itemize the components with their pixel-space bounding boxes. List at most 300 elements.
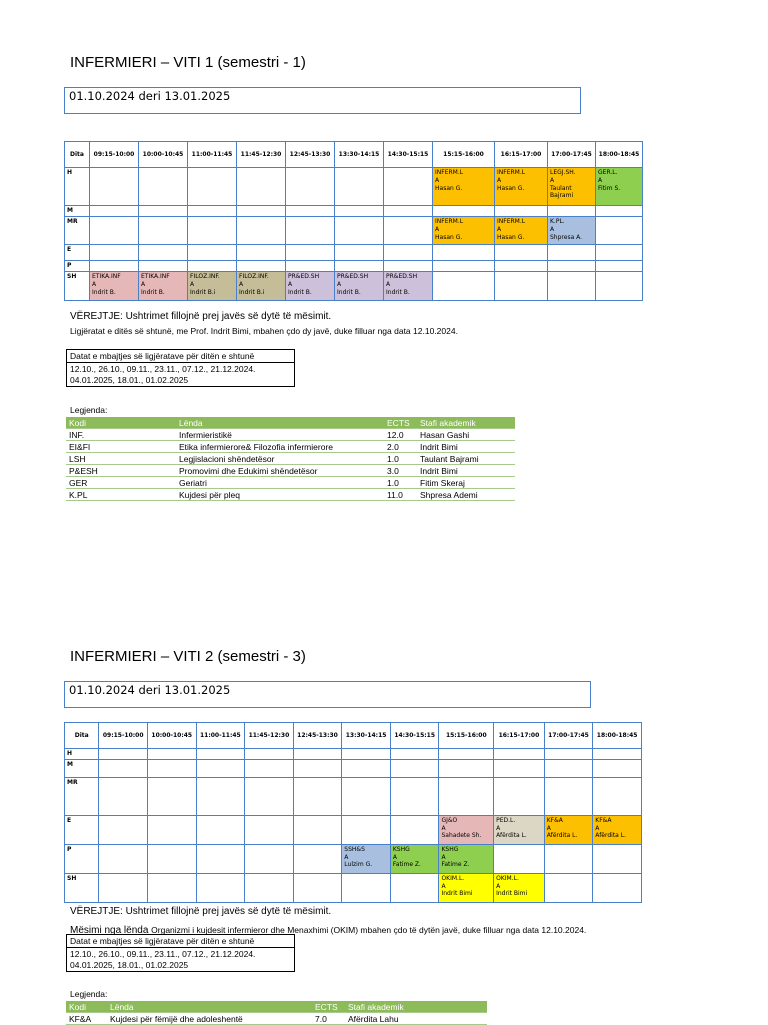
legend-staff: Indrit Bimi [417, 441, 515, 453]
saturday-dates-line: 12.10., 26.10., 09.11., 23.11., 07.12., 21.12.2024. [70, 364, 256, 374]
legend-subject: Promovimi dhe Edukimi shëndetësor [176, 465, 384, 477]
empty-cell [390, 749, 439, 760]
section1-title: INFERMIERI – VITI 1 (semestri - 1) [70, 54, 306, 71]
empty-cell [548, 272, 596, 301]
empty-cell [439, 777, 494, 815]
lecturer: Hasan G. [435, 233, 463, 241]
room: A [595, 824, 600, 832]
empty-cell [384, 245, 433, 261]
schedule-row [65, 206, 643, 217]
lecturer: Indrit Bimi [496, 890, 528, 898]
lecturer: Afërdita L. [546, 832, 578, 840]
lecturer: Fitim S. [598, 184, 621, 192]
header-time-slot: 16:15-17:00 [495, 142, 548, 168]
legend-staff: Fitim Skeraj [417, 477, 515, 489]
day-label: MR [65, 777, 99, 815]
empty-cell [286, 217, 335, 245]
schedule-row [65, 873, 642, 902]
legend-header-cell: Lënda [107, 1001, 312, 1013]
legend-row [66, 441, 515, 453]
saturday-dates-heading: Datat e mbajtjes së ligjëratave për ditën e shtunë [67, 935, 294, 948]
empty-cell [433, 206, 495, 217]
empty-cell [237, 261, 286, 272]
empty-cell [245, 759, 294, 777]
course-code: LEGJ.SH. [550, 169, 576, 176]
class-cell [548, 168, 596, 206]
header-time-slot: 13:30-14:15 [342, 723, 391, 749]
legend-ects: 1.0 [384, 453, 417, 465]
room: A [546, 824, 551, 832]
course-code: OKIM.L. [496, 874, 519, 882]
empty-cell [495, 261, 548, 272]
empty-cell [494, 844, 545, 873]
room: A [239, 280, 244, 288]
legend-subject: Geriatri [176, 477, 384, 489]
empty-cell [548, 206, 596, 217]
empty-cell [196, 759, 245, 777]
room: A [141, 280, 146, 288]
legend-ects: 7.0 [312, 1013, 345, 1025]
room: A [598, 176, 603, 184]
room: A [344, 853, 349, 861]
day-label: SH [65, 873, 99, 902]
header-time-slot: 09:15-10:00 [99, 723, 148, 749]
section1-note-exercises: VËREJTJE: Ushtrimet fillojnë prej javës së dytë të mësimit. [70, 311, 332, 322]
header-time-slot: 17:00-17:45 [544, 723, 593, 749]
course-code: PR&ED.SH [337, 273, 369, 280]
room: A [441, 853, 446, 861]
empty-cell [245, 777, 294, 815]
empty-cell [293, 749, 342, 760]
schedule-row [65, 272, 643, 301]
empty-cell [99, 844, 148, 873]
header-time-slot: 18:00-18:45 [593, 723, 642, 749]
lecturer: Hasan G. [497, 233, 525, 241]
saturday-dates-heading: Datat e mbajtjes së ligjëratave për ditën e shtunë [67, 350, 294, 363]
legend-header-cell: Kodi [66, 417, 176, 429]
legend-header-cell: Stafi akademik [417, 417, 515, 429]
schedule-header-row [65, 723, 642, 749]
header-time-slot: 12:45-13:30 [293, 723, 342, 749]
course-code: OKIM.L. [441, 874, 465, 882]
empty-cell [147, 759, 196, 777]
day-label: E [65, 815, 99, 844]
room: A [392, 853, 397, 861]
lecturer: Taulant Bajrami [550, 184, 574, 200]
legend-row [66, 477, 515, 489]
room: A [441, 824, 446, 832]
header-time-slot: 12:45-13:30 [286, 142, 335, 168]
legend-code: EI&FI [66, 441, 176, 453]
room: A [550, 176, 555, 184]
schedule-row [65, 168, 643, 206]
legend-code: LSH [66, 453, 176, 465]
class-cell [237, 272, 286, 301]
schedule-row [65, 245, 643, 261]
empty-cell [390, 759, 439, 777]
empty-cell [439, 759, 494, 777]
lecturer: Indrit B. [337, 288, 361, 296]
empty-cell [196, 777, 245, 815]
legend-row [66, 429, 515, 441]
section2-saturday-dates-box [66, 934, 295, 972]
day-label: SH [65, 272, 90, 301]
section2-legend-label: Legjenda: [70, 989, 108, 999]
course-code: KSHG [441, 845, 459, 853]
room: A [288, 280, 293, 288]
course-code: FILOZ.INF. [239, 273, 269, 280]
empty-cell [237, 217, 286, 245]
legend-subject: Kujdesi për pleq [176, 489, 384, 501]
empty-cell [90, 217, 139, 245]
class-cell [188, 272, 237, 301]
empty-cell [99, 749, 148, 760]
empty-cell [286, 245, 335, 261]
header-time-slot: 11:00-11:45 [188, 142, 237, 168]
section1-schedule-table [64, 141, 643, 301]
empty-cell [494, 777, 545, 815]
lecturer: Afërdita L. [496, 832, 527, 840]
empty-cell [342, 759, 391, 777]
course-code: INFERM.L [435, 218, 464, 225]
empty-cell [548, 245, 596, 261]
legend-ects: 11.0 [384, 489, 417, 501]
empty-cell [147, 815, 196, 844]
empty-cell [99, 815, 148, 844]
course-code: K.PL. [550, 218, 565, 225]
empty-cell [593, 759, 642, 777]
header-time-slot: 10:00-10:45 [147, 723, 196, 749]
empty-cell [245, 873, 294, 902]
legend-subject: Etika infermierore& Filozofia infermierore [176, 441, 384, 453]
empty-cell [433, 245, 495, 261]
header-time-slot: 11:00-11:45 [196, 723, 245, 749]
empty-cell [293, 815, 342, 844]
legend-header-cell: ECTS [312, 1001, 345, 1013]
empty-cell [544, 873, 593, 902]
saturday-dates-line: 04.01.2025, 18.01., 01.02.2025 [70, 960, 189, 970]
legend-header-row [66, 417, 515, 429]
empty-cell [245, 844, 294, 873]
legend-code: GER [66, 477, 176, 489]
room: A [496, 882, 501, 890]
empty-cell [433, 272, 495, 301]
section2-legend-table [66, 1001, 487, 1025]
course-code: KSHG [392, 845, 410, 853]
legend-row [66, 489, 515, 501]
empty-cell [593, 844, 642, 873]
header-day: Dita [65, 142, 90, 168]
course-code: PR&ED.SH [386, 273, 418, 280]
empty-cell [293, 844, 342, 873]
lecturer: Indrit B.i [239, 288, 265, 296]
empty-cell [342, 815, 391, 844]
legend-row [66, 453, 515, 465]
empty-cell [335, 261, 384, 272]
empty-cell [544, 749, 593, 760]
legend-staff: Indrit Bimi [417, 465, 515, 477]
schedule-row [65, 217, 643, 245]
course-code: ETIKA.INF [92, 273, 121, 280]
section1-date-range: 01.10.2024 deri 13.01.2025 [64, 87, 581, 114]
empty-cell [188, 245, 237, 261]
course-code: INFERM.L [435, 169, 464, 176]
class-cell [90, 272, 139, 301]
legend-staff: Afërdita Lahu [345, 1013, 487, 1025]
empty-cell [147, 873, 196, 902]
room: A [441, 882, 446, 890]
room: A [92, 280, 97, 288]
course-code: INFERM.L [497, 218, 526, 225]
empty-cell [139, 245, 188, 261]
lecturer: Lulzim G. [344, 861, 373, 869]
legend-subject: Infermieristikë [176, 429, 384, 441]
empty-cell [433, 261, 495, 272]
saturday-dates-line: 12.10., 26.10., 09.11., 23.11., 07.12., 21.12.2024. [70, 949, 256, 959]
empty-cell [188, 261, 237, 272]
empty-cell [335, 217, 384, 245]
empty-cell [90, 206, 139, 217]
class-cell [495, 168, 548, 206]
legend-code: INF. [66, 429, 176, 441]
empty-cell [596, 217, 643, 245]
legend-code: P&ESH [66, 465, 176, 477]
empty-cell [147, 777, 196, 815]
empty-cell [335, 245, 384, 261]
empty-cell [245, 749, 294, 760]
lecturer: Indrit B.i [190, 288, 216, 296]
room: A [497, 176, 502, 184]
lecturer: Hasan G. [435, 184, 463, 192]
class-cell [439, 815, 494, 844]
legend-subject: Kujdesi për fëmijë dhe adoleshentë [107, 1013, 312, 1025]
empty-cell [593, 777, 642, 815]
empty-cell [335, 206, 384, 217]
section2-note-exercises: VËREJTJE: Ushtrimet fillojnë prej javës së dytë të mësimit. [70, 906, 332, 917]
lecturer: Afërdita L. [595, 832, 627, 840]
empty-cell [384, 168, 433, 206]
header-time-slot: 15:15-16:00 [439, 723, 494, 749]
empty-cell [596, 245, 643, 261]
empty-cell [188, 168, 237, 206]
room: A [337, 280, 342, 288]
section1-note-saturday: Ligjëratat e ditës së shtunë, me Prof. Indrit Bimi, mbahen çdo dy javë, duke filluar nga data 12.10.2024. [70, 326, 458, 336]
class-cell [544, 815, 593, 844]
empty-cell [237, 245, 286, 261]
lecturer: Indrit B. [92, 288, 116, 296]
header-day: Dita [65, 723, 99, 749]
legend-header-cell: ECTS [384, 417, 417, 429]
empty-cell [286, 206, 335, 217]
legend-header-cell: Lënda [176, 417, 384, 429]
empty-cell [188, 206, 237, 217]
empty-cell [494, 759, 545, 777]
room: A [435, 176, 440, 184]
class-cell [139, 272, 188, 301]
day-label: H [65, 749, 99, 760]
course-code: GER.L. [598, 169, 618, 176]
empty-cell [384, 206, 433, 217]
empty-cell [293, 759, 342, 777]
empty-cell [342, 749, 391, 760]
lecturer: Shpresa A. [550, 233, 583, 241]
header-time-slot: 17:00-17:45 [548, 142, 596, 168]
legend-ects: 1.0 [384, 477, 417, 489]
legend-header-cell: Stafi akademik [345, 1001, 487, 1013]
header-time-slot: 18:00-18:45 [596, 142, 643, 168]
course-code: SSH&S [344, 845, 365, 853]
schedule-row [65, 815, 642, 844]
empty-cell [544, 777, 593, 815]
empty-cell [99, 777, 148, 815]
empty-cell [596, 272, 643, 301]
empty-cell [293, 777, 342, 815]
empty-cell [293, 873, 342, 902]
schedule-row [65, 844, 642, 873]
schedule-header-row [65, 142, 643, 168]
empty-cell [286, 168, 335, 206]
legend-code: K.PL [66, 489, 176, 501]
header-time-slot: 10:00-10:45 [139, 142, 188, 168]
room: A [496, 824, 501, 832]
empty-cell [237, 206, 286, 217]
empty-cell [390, 815, 439, 844]
empty-cell [439, 749, 494, 760]
legend-ects: 2.0 [384, 441, 417, 453]
legend-header-row [66, 1001, 487, 1013]
lecturer: Fatime Z. [441, 861, 470, 869]
empty-cell [390, 777, 439, 815]
empty-cell [335, 168, 384, 206]
legend-header-cell: Kodi [66, 1001, 107, 1013]
lecturer: Hasan G. [497, 184, 525, 192]
header-time-slot: 11:45-12:30 [245, 723, 294, 749]
day-label: H [65, 168, 90, 206]
empty-cell [596, 206, 643, 217]
empty-cell [237, 168, 286, 206]
empty-cell [494, 749, 545, 760]
day-label: E [65, 245, 90, 261]
empty-cell [593, 873, 642, 902]
class-cell [494, 815, 545, 844]
empty-cell [548, 261, 596, 272]
empty-cell [196, 873, 245, 902]
empty-cell [544, 844, 593, 873]
section2-note-okim-rest: Organizmi i kujdesit infermieror dhe Menaxhimi (OKIM) mbahen çdo të dytën javë, duke filluar nga data 12.10.2024. [151, 925, 587, 935]
course-code: PED.L. [496, 816, 516, 824]
legend-staff: Shpresa Ademi [417, 489, 515, 501]
schedule-row [65, 261, 643, 272]
class-cell [548, 217, 596, 245]
empty-cell [593, 749, 642, 760]
empty-cell [342, 873, 391, 902]
empty-cell [99, 873, 148, 902]
empty-cell [90, 245, 139, 261]
legend-ects: 12.0 [384, 429, 417, 441]
empty-cell [139, 217, 188, 245]
course-code: FILOZ.INF. [190, 273, 220, 280]
day-label: P [65, 844, 99, 873]
class-cell [495, 217, 548, 245]
class-cell [286, 272, 335, 301]
class-cell [390, 844, 439, 873]
class-cell [342, 844, 391, 873]
course-code: GJ&O [441, 816, 458, 824]
empty-cell [495, 245, 548, 261]
header-time-slot: 09:15-10:00 [90, 142, 139, 168]
empty-cell [139, 168, 188, 206]
saturday-dates-line: 04.01.2025, 18.01., 01.02.2025 [70, 375, 189, 385]
schedule-row [65, 759, 642, 777]
empty-cell [196, 844, 245, 873]
class-cell [433, 217, 495, 245]
legend-subject: Legjislacioni shëndetësor [176, 453, 384, 465]
course-code: ETIKA.INF [141, 273, 170, 280]
empty-cell [196, 749, 245, 760]
room: A [435, 225, 440, 233]
empty-cell [139, 206, 188, 217]
lecturer: Indrit Bimi [441, 890, 473, 898]
lecturer: Sahadete Sh. [441, 832, 482, 840]
class-cell [439, 844, 494, 873]
class-cell [596, 168, 643, 206]
empty-cell [188, 217, 237, 245]
empty-cell [384, 261, 433, 272]
empty-cell [147, 844, 196, 873]
empty-cell [139, 261, 188, 272]
day-label: M [65, 759, 99, 777]
empty-cell [342, 777, 391, 815]
lecturer: Indrit B. [386, 288, 410, 296]
lecturer: Fatime Z. [392, 861, 421, 869]
empty-cell [544, 759, 593, 777]
empty-cell [147, 749, 196, 760]
schedule-row [65, 749, 642, 760]
empty-cell [596, 261, 643, 272]
empty-cell [90, 261, 139, 272]
header-time-slot: 14:30-15:15 [384, 142, 433, 168]
header-time-slot: 16:15-17:00 [494, 723, 545, 749]
section1-legend-table [66, 417, 515, 501]
room: A [190, 280, 195, 288]
day-label: M [65, 206, 90, 217]
class-cell [335, 272, 384, 301]
class-cell [433, 168, 495, 206]
course-code: KF&A [595, 816, 612, 824]
legend-staff: Hasan Gashi [417, 429, 515, 441]
day-label: MR [65, 217, 90, 245]
empty-cell [196, 815, 245, 844]
class-cell [494, 873, 545, 902]
section1-legend-label: Legjenda: [70, 405, 108, 415]
header-time-slot: 14:30-15:15 [390, 723, 439, 749]
day-label: P [65, 261, 90, 272]
lecturer: Indrit B. [288, 288, 312, 296]
legend-row [66, 1013, 487, 1025]
schedule-row [65, 777, 642, 815]
class-cell [439, 873, 494, 902]
empty-cell [90, 168, 139, 206]
section2-date-range: 01.10.2024 deri 13.01.2025 [64, 681, 591, 708]
legend-ects: 3.0 [384, 465, 417, 477]
section2-title: INFERMIERI – VITI 2 (semestri - 3) [70, 648, 306, 665]
room: A [497, 225, 502, 233]
room: A [386, 280, 391, 288]
legend-code: KF&A [66, 1013, 107, 1025]
header-time-slot: 11:45-12:30 [237, 142, 286, 168]
legend-row [66, 465, 515, 477]
legend-staff: Taulant Bajrami [417, 453, 515, 465]
